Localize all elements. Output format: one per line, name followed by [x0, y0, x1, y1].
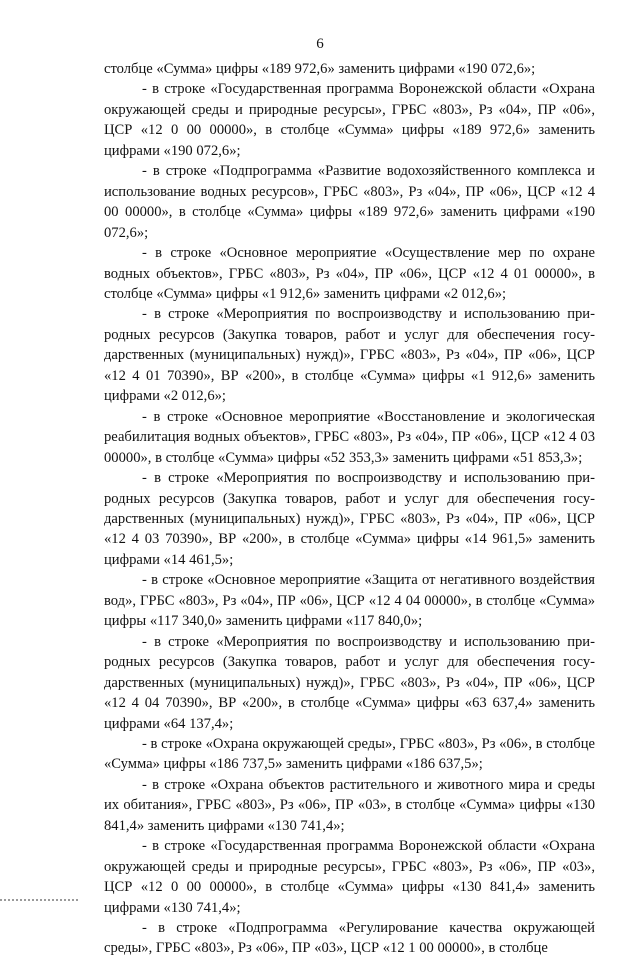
paragraph: - в строке «Подпрограмма «Регулирование качества окружающей среды», ГРБС «803», Рз «06», ПР «03», ЦСР «12 1 00 00000», в столбце	[104, 920, 595, 957]
scan-edge-mark	[0, 899, 78, 901]
paragraph: - в строке «Основное мероприятие «Восстановление и экологическая реабилитация водных объектов», ГРБС «803», Рз «04», ПР «06», ЦСР «12 4 03 00000», в столбце «Сумма» цифры «52 353,3» заменить цифрами «51 853,3»;	[104, 408, 595, 466]
paragraph: - в строке «Подпрограмма «Развитие водохозяйственного комплекса и использование водных ресурсов», ГРБС «803», Рз «04», ПР «06», ЦСР «12 4 00 00000», в столбце «Сумма» цифры «189 972,6» заменить цифрами «190 072,6»;	[104, 163, 595, 241]
page-number: 6	[316, 36, 324, 52]
paragraph: столбце «Сумма» цифры «189 972,6» заменить цифрами «190 072,6»;	[104, 61, 536, 77]
paragraph: - в строке «Мероприятия по воспроизводству и использованию природных ресурсов (Закупка товаров, работ и услуг для обеспечения государственных (муниципальных) нужд)», ГРБС «803», Рз «04», ПР «06», ЦСР «12 4 01 70390», ВР «200», в столбце «Сумма» цифры «1 912,6» заменить цифрами «2 012,6»;	[104, 306, 595, 405]
paragraph: - в строке «Охрана окружающей среды», ГРБС «803», Рз «06», в столбце «Сумма» цифры «186 737,5» заменить цифрами «186 637,5»;	[104, 735, 595, 773]
paragraph: - в строке «Мероприятия по воспроизводству и использованию природных ресурсов (Закупка товаров, работ и услуг для обеспечения государственных (муниципальных) нужд)», ГРБС «803», Рз «04», ПР «06», ЦСР «12 4 04 70390», ВР «200», в столбце «Сумма» цифры «63 637,4» заменить цифрами «64 137,4»;	[104, 633, 595, 732]
paragraph: - в строке «Основное мероприятие «Защита от негативного воздействия вод», ГРБС «803», Рз «04», ПР «06», ЦСР «12 4 04 00000», в столбце «Сумма» цифры «117 340,0» заменить цифрами «117 840,0»;	[104, 572, 595, 630]
paragraph: - в строке «Государственная программа Воронежской области «Охрана окружающей среды и природные ресурсы», ГРБС «803», Рз «04», ПР «06», ЦСР «12 0 00 00000», в столбце «Сумма» цифры «189 972,6» заменить цифрами «190 072,6»;	[104, 81, 595, 159]
paragraph: - в строке «Основное мероприятие «Осуществление мер по охране водных объектов», ГРБС «803», Рз «04», ПР «06», ЦСР «12 4 01 00000», в столбце «Сумма» цифры «1 912,6» заменить цифрами «2 012,6»;	[104, 245, 595, 302]
paragraph: - в строке «Мероприятия по воспроизводству и использованию природных ресурсов (Закупка товаров, работ и услуг для обеспечения государственных (муниципальных) нужд)», ГРБС «803», Рз «04», ПР «06», ЦСР «12 4 03 70390», ВР «200», в столбце «Сумма» цифры «14 961,5» заменить цифрами «14 461,5»;	[104, 470, 595, 568]
document-body	[104, 59, 595, 959]
paragraph: - в строке «Охрана объектов растительного и животного мира и среды их обитания», ГРБС «803», Рз «06», ПР «03», в столбце «Сумма» цифры «130 841,4» заменить цифрами «130 741,4»;	[104, 776, 595, 834]
paragraph: - в строке «Государственная программа Воронежской области «Охрана окружающей среды и природные ресурсы», ГРБС «803», Рз «06», ПР «03», ЦСР «12 0 00 00000», в столбце «Сумма» цифры «130 841,4» заменить цифрами «130 741,4»;	[104, 838, 595, 916]
